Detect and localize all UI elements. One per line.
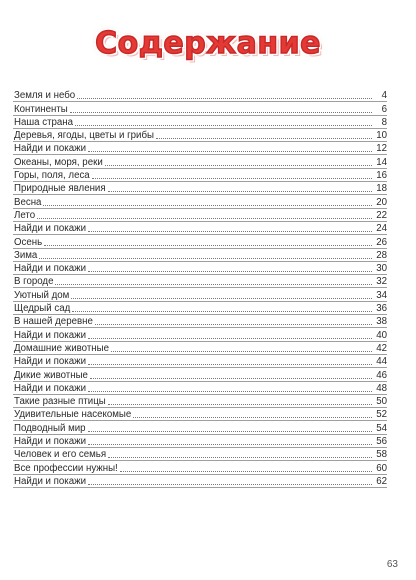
toc-dot-leader [55,283,372,285]
toc-dot-leader [120,470,372,472]
toc-entry-page: 20 [373,197,387,208]
toc-entry [13,222,387,235]
toc-entry-title: Зима [14,249,38,261]
toc-entry [13,342,387,355]
toc-dot-leader [71,297,372,299]
toc-entry-title: Лето [14,209,36,221]
toc-entry [13,89,387,102]
toc-entry-page: 12 [373,143,387,154]
toc-entry-page: 62 [373,476,387,487]
toc-entry-title: Все профессии нужны! [14,462,118,474]
toc-entry-title: Земля и небо [14,90,76,102]
toc-entry-title: Наша страна [14,116,74,128]
toc-entry-page: 14 [373,157,387,168]
toc-dot-leader [88,363,372,365]
toc-entry [13,382,387,395]
toc-entry [13,395,387,408]
toc-entry-title: Щедрый сад [14,303,71,315]
toc-dot-leader [92,177,372,179]
toc-entry [13,195,387,208]
toc-entry [13,169,387,182]
toc-entry-page: 52 [373,409,387,420]
toc-entry-title: Домашние животные [14,342,109,354]
toc-dot-leader [88,270,372,272]
toc-entry-page: 34 [373,290,387,301]
toc-entry-page: 36 [373,303,387,314]
toc-entry-page: 42 [373,343,387,354]
toc-dot-leader [39,257,372,259]
toc-entry [13,302,387,315]
toc-dot-leader [88,230,372,232]
toc-entry-title: Найди и покажи [14,382,87,394]
toc-dot-leader [133,416,372,418]
toc-dot-leader [108,403,372,405]
toc-entry-title: Горы, поля, леса [14,170,90,182]
toc-dot-leader [105,164,372,166]
toc-dot-leader [108,190,372,192]
toc-entry-title: Такие разные птицы [14,396,106,408]
toc-entry-title: Деревья, ягоды, цветы и грибы [14,130,154,142]
toc-entry-page: 48 [373,383,387,394]
toc-entry-page: 60 [373,463,387,474]
title-area [0,22,416,65]
toc-entry-page: 56 [373,436,387,447]
toc-entry-title: Дикие животные [14,369,88,381]
toc-entry-page: 50 [373,396,387,407]
toc-dot-leader [90,377,372,379]
toc-entry-title: Человек и его семья [14,449,107,461]
toc-entry [13,328,387,341]
toc-entry [13,475,387,488]
toc-entry-page: 38 [373,316,387,327]
toc-entry-page: 26 [373,237,387,248]
toc-entry [13,368,387,381]
toc-entry-page: 18 [373,183,387,194]
toc-entry [13,421,387,434]
toc-entry-title: Уютный дом [14,289,70,301]
toc-entry-page: 6 [373,104,387,115]
toc-entry [13,262,387,275]
toc-dot-leader [43,204,372,206]
toc-entry-title: Подводный мир [14,422,86,434]
toc-entry [13,461,387,474]
page-title: Содержание [95,26,321,61]
toc-dot-leader [77,97,372,99]
toc-dot-leader [75,124,372,126]
toc-entry-page: 24 [373,223,387,234]
toc-entry-title: Океаны, моря, реки [14,156,103,168]
toc-entry-title: Найди и покажи [14,329,87,341]
toc-entry-page: 8 [373,117,387,128]
toc-entry [13,275,387,288]
toc-entry-page: 44 [373,356,387,367]
toc-entry-title: Найди и покажи [14,356,87,368]
page-number: 63 [386,559,398,570]
toc-dot-leader [88,150,372,152]
toc-dot-leader [156,137,372,139]
toc-entry-title: Природные явления [14,183,106,195]
toc-entry [13,235,387,248]
toc-entry-title: Осень [14,236,43,248]
toc-dot-leader [70,111,372,113]
toc-entry-page: 22 [373,210,387,221]
toc-entry-page: 16 [373,170,387,181]
toc-dot-leader [88,390,372,392]
toc-entry-title: Найди и покажи [14,263,87,275]
toc-entry-title: Найди и покажи [14,475,87,487]
toc-entry-title: Найди и покажи [14,436,87,448]
toc-entry-title: В нашей деревне [14,316,93,328]
toc-entry [13,408,387,421]
toc-entry [13,129,387,142]
toc-entry [13,355,387,368]
table-of-contents [13,89,387,488]
toc-entry-title: Найди и покажи [14,143,87,155]
toc-entry [13,142,387,155]
toc-entry-page: 54 [373,423,387,434]
toc-entry [13,116,387,129]
toc-entry-page: 46 [373,370,387,381]
toc-dot-leader [37,217,372,219]
toc-dot-leader [88,443,372,445]
toc-dot-leader [88,483,372,485]
toc-entry-page: 30 [373,263,387,274]
toc-entry [13,288,387,301]
toc-dot-leader [108,456,372,458]
toc-entry [13,249,387,262]
toc-entry [13,155,387,168]
toc-entry-page: 4 [373,90,387,101]
toc-entry [13,182,387,195]
toc-entry-page: 10 [373,130,387,141]
toc-dot-leader [88,430,372,432]
toc-entry [13,209,387,222]
toc-dot-leader [111,350,372,352]
toc-entry [13,435,387,448]
toc-entry-page: 58 [373,449,387,460]
toc-entry-title: В городе [14,276,54,288]
toc-entry-page: 40 [373,330,387,341]
toc-entry [13,102,387,115]
toc-entry-page: 32 [373,276,387,287]
toc-dot-leader [88,337,372,339]
toc-dot-leader [95,323,372,325]
toc-dot-leader [72,310,372,312]
toc-dot-leader [44,244,372,246]
toc-entry [13,315,387,328]
toc-entry-title: Найди и покажи [14,223,87,235]
toc-entry-title: Континенты [14,103,68,115]
toc-entry-title: Весна [14,196,42,208]
toc-entry [13,448,387,461]
toc-entry-page: 28 [373,250,387,261]
toc-entry-title: Удивительные насекомые [14,409,132,421]
